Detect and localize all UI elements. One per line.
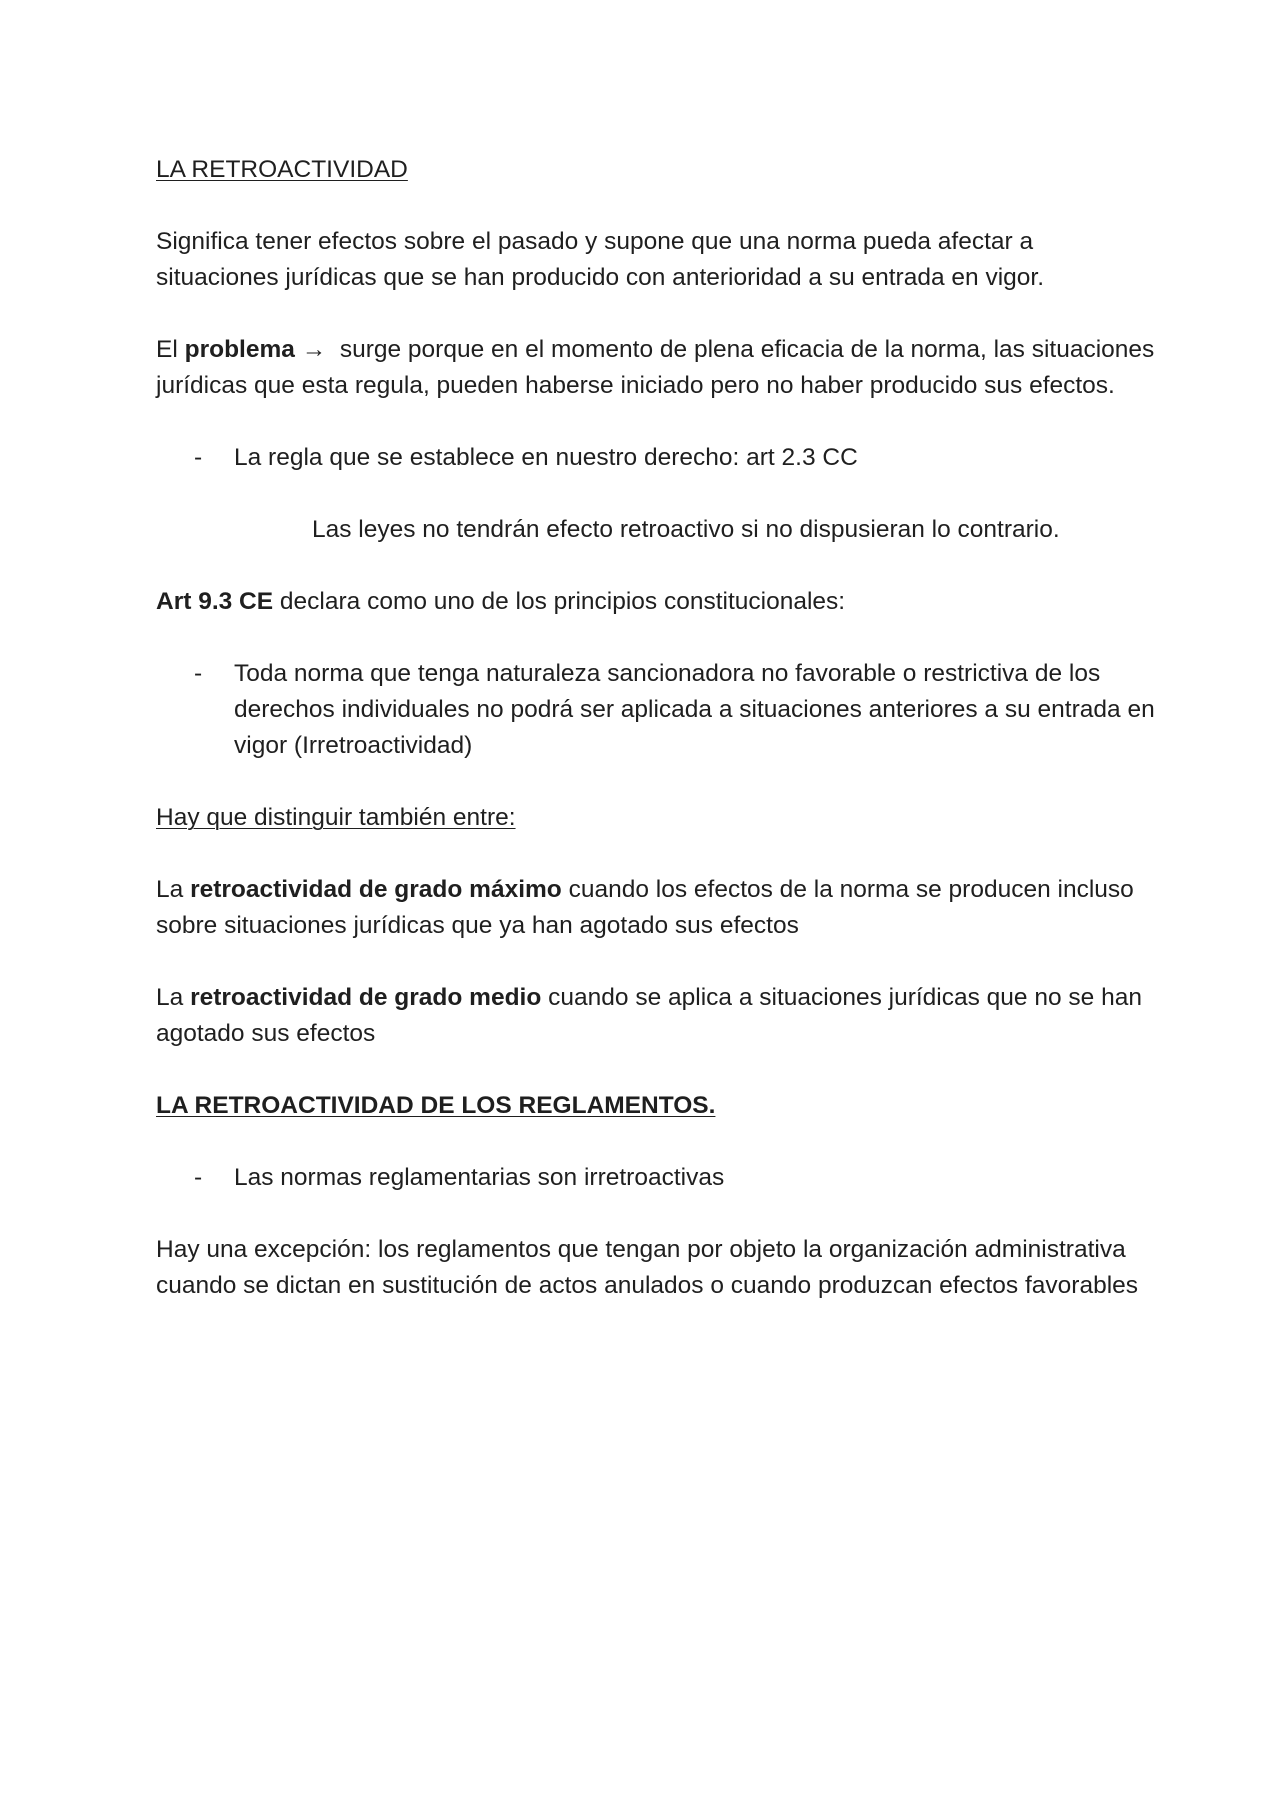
problem-paragraph — [156, 332, 1156, 404]
art93-paragraph — [156, 584, 1156, 620]
grado-medio-rest: cuando se aplica a situaciones jurídicas que no se han agotado sus efectos — [156, 984, 1142, 1047]
problem-rest: surge porque en el momento de plena eficacia de la norma, las situaciones jurídicas que esta regula, pueden haberse iniciado pero no haber producido sus efectos. — [156, 336, 1155, 399]
reglamentos-title-text: LA RETROACTIVIDAD DE LOS REGLAMENTOS. — [156, 1092, 716, 1119]
bullet-text: La regla que se establece en nuestro derecho: art 2.3 CC — [234, 444, 858, 471]
arrow-icon: → — [301, 336, 327, 363]
definition-paragraph: Significa tener efectos sobre el pasado y supone que una norma pueda afectar a situaciones jurídicas que se han producido con anterioridad a su entrada en vigor. — [156, 228, 1045, 291]
grado-medio-prefix: La — [156, 984, 184, 1011]
grado-medio-bold: retroactividad de grado medio — [190, 984, 542, 1011]
section-title-text: LA RETROACTIVIDAD — [156, 156, 408, 183]
bullet-dash: - — [194, 1164, 203, 1191]
distinguish-heading-text: Hay que distinguir también entre: — [156, 804, 516, 831]
bullet-dash: - — [194, 660, 203, 687]
art93-bold: Art 9.3 CE — [156, 588, 274, 615]
bullet-dash: - — [194, 444, 203, 471]
grado-maximo-bold: retroactividad de grado máximo — [190, 876, 562, 903]
art93-rest: declara como uno de los principios constitucionales: — [279, 588, 846, 615]
bullet-item-reglamentos — [156, 1160, 1156, 1196]
grado-maximo-rest: cuando los efectos de la norma se producen incluso sobre situaciones jurídicas que ya han agotado sus efectos — [156, 876, 1134, 939]
problem-prefix: El — [156, 336, 178, 363]
bullet-text: Las normas reglamentarias son irretroactivas — [234, 1164, 725, 1191]
bullet-item-rule — [156, 440, 1156, 476]
distinguish-heading — [156, 800, 1156, 836]
reglamentos-title — [156, 1088, 1156, 1124]
bullet-text: Toda norma que tenga naturaleza sancionadora no favorable o restrictiva de los derechos individuales no podrá ser aplicada a situaciones anteriores a su entrada en vigor (Irretroactividad) — [234, 660, 1155, 759]
quoted-rule: Las leyes no tendrán efecto retroactivo si no dispusieran lo contrario. — [312, 516, 1060, 543]
grado-maximo-prefix: La — [156, 876, 184, 903]
document-body — [156, 152, 1156, 1340]
section-title — [156, 152, 1156, 188]
problem-bold-term: problema — [184, 336, 295, 363]
excepcion-paragraph: Hay una excepción: los reglamentos que tengan por objeto la organización administrativa cuando se dictan en sustitución de actos anulados o cuando produzcan efectos favorables — [156, 1236, 1139, 1299]
grado-medio-paragraph — [156, 980, 1156, 1052]
bullet-item-sanction — [156, 656, 1156, 764]
grado-maximo-paragraph — [156, 872, 1156, 944]
